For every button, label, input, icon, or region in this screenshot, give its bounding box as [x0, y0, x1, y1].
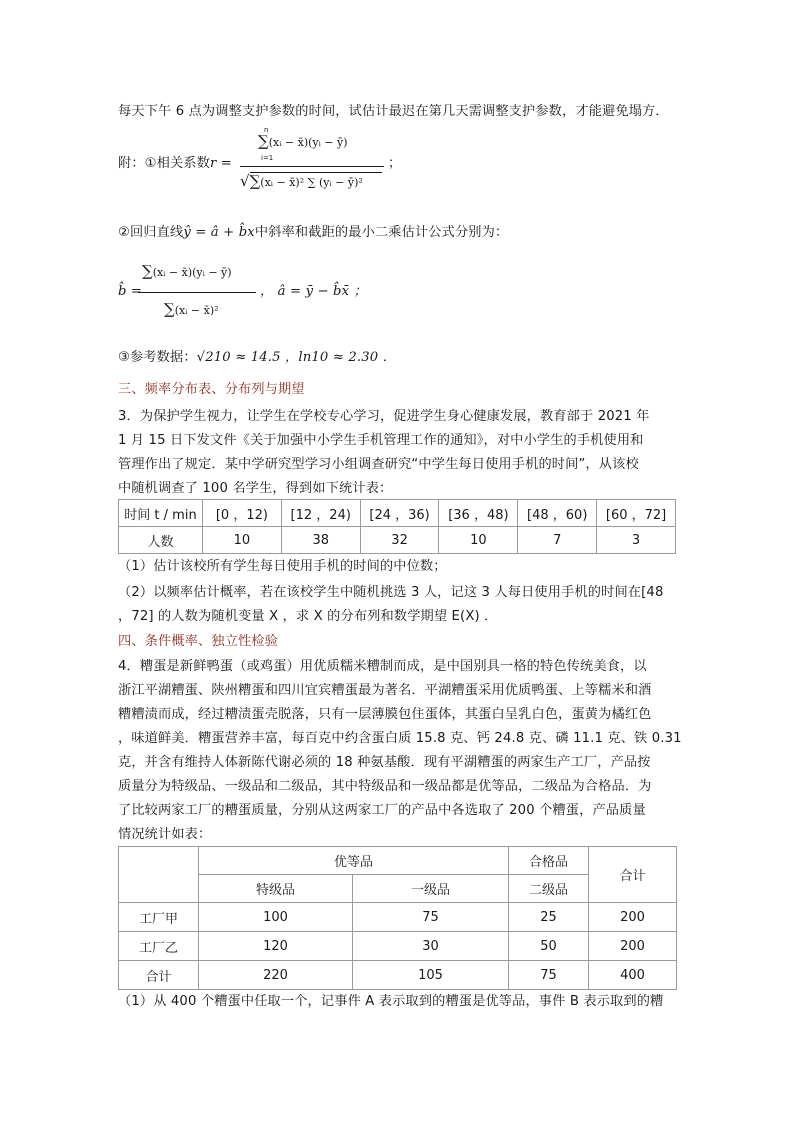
b-numerator-text: (xᵢ − x̄)(yᵢ − ȳ) — [152, 266, 232, 279]
a-formula: ， â = ȳ − b̂x̄ ； — [260, 284, 367, 299]
section4-heading: 四、条件概率、独立性检验 — [118, 634, 279, 649]
table-cell: 工厂甲 — [119, 903, 199, 932]
corr-semicolon: ； — [388, 156, 402, 171]
table-cell: 10 — [439, 527, 518, 554]
section4-line-3: 糟糟渍而成，经过糟渍蛋壳脱落，只有一层薄膜包住蛋体，其蛋白呈乳白色，蛋黄为橘红色 — [118, 707, 652, 722]
sum-lower: i=1 — [261, 154, 274, 162]
section4-line-2: 浙江平湖糟蛋、陕州糟蛋和四川宜宾糟蛋最为著名．平湖糟蛋采用优质鸭蛋、上等糯米和酒 — [118, 683, 652, 698]
table-row — [119, 500, 676, 527]
sum-upper: n — [264, 126, 269, 134]
table-cell: 7 — [518, 527, 597, 554]
section4-line-1: 4．糟蛋是新鲜鸭蛋（或鸡蛋）用优质糯米糟制而成，是中国别具一格的特色传统美食，以 — [118, 659, 647, 674]
table-row — [119, 903, 677, 932]
sqrt-bar — [250, 172, 382, 173]
table-header-special: 特级品 — [199, 875, 353, 903]
sqrt-symbol: √ — [240, 172, 250, 190]
item2-formula: ŷ = â + b̂x — [183, 225, 255, 240]
table-cell: 人数 — [119, 527, 203, 554]
section3-line-4: 中随机调查了 100 名学生，得到如下统计表： — [118, 481, 393, 496]
table-cell: 400 — [589, 961, 677, 990]
corr-numerator — [258, 132, 348, 150]
table-cell: [0 ，12) — [203, 500, 282, 527]
table-row — [119, 847, 677, 875]
item3-data: √210 ≈ 14.5 ，ln10 ≈ 2.30 ． — [196, 350, 396, 365]
table-cell: 75 — [509, 961, 589, 990]
table-cell: 工厂乙 — [119, 932, 199, 961]
table-header-first: 一级品 — [353, 875, 509, 903]
b-fraction-bar — [138, 292, 256, 293]
section4-line-6: 质量分为特级品、一级品和二级品，其中特级品和一级品都是优等品，二级品为合格品．为 — [118, 779, 652, 794]
table-cell: 75 — [353, 903, 509, 932]
intro-line: 每天下午 6 点为调整支护参数的时间，试估计最迟在第几天需调整支护参数，才能避免塌方． — [118, 104, 669, 119]
section3-heading: 三、频率分布表、分布列与期望 — [118, 382, 305, 397]
table-cell: 合计 — [119, 961, 199, 990]
table-cell: 32 — [360, 527, 439, 554]
section3-line-1: 3．为保护学生视力，让学生在学校专心学习，促进学生身心健康发展，教育部于 2021 年 — [118, 409, 650, 424]
item3-line — [118, 344, 678, 372]
item3-prefix: ③参考数据： — [118, 350, 197, 365]
section4-line-4: ，味道鲜美．糟蛋营养丰富，每百克中约含蛋白质 15.8 克、钙 24.8 克、磷 11.1 克、铁 0.31 — [118, 731, 682, 746]
table-cell: 25 — [509, 903, 589, 932]
section4-line-7: 了比较两家工厂的糟蛋质量，分别从这两家工厂的产品中各选取了 200 个糟蛋，产品质量 — [118, 803, 646, 818]
table-cell: 200 — [589, 903, 677, 932]
item2-suffix: 中斜率和截距的最小二乘估计公式分别为： — [254, 225, 509, 240]
corr-fraction-bar — [240, 166, 384, 167]
egg-quality-table — [118, 846, 677, 990]
table-cell: [60 ，72] — [597, 500, 676, 527]
sum-symbol-2: ∑ — [249, 172, 261, 190]
table-cell-empty — [119, 847, 199, 903]
section3-q2-line2: ，72] 的人数为随机变量 X ，求 X 的分布列和数学期望 E(X) ． — [118, 609, 498, 624]
table-cell: 时间 t / min — [119, 500, 203, 527]
table-cell: [48 ，60) — [518, 500, 597, 527]
table-cell: 120 — [199, 932, 353, 961]
table-cell: 30 — [353, 932, 509, 961]
section3-q2-line1: （2）以频率估计概率，若在该校学生中随机挑选 3 人，记这 3 人每日使用手机的时间在[48 — [118, 585, 664, 600]
r-symbol: r = — [210, 156, 232, 171]
table-cell: 10 — [203, 527, 282, 554]
table-row — [119, 527, 676, 554]
b-numerator — [142, 262, 232, 280]
section3-line-3: 管理作出了规定．某中学研究型学习小组调查研究“中学生每日使用手机的时间”，从该校 — [118, 457, 639, 472]
table-header-qualified: 合格品 — [509, 847, 589, 875]
section3-q1: （1）估计该校所有学生每日使用手机的时间的中位数； — [118, 559, 447, 574]
table-cell: 3 — [597, 527, 676, 554]
corr-denominator-text: (xᵢ − x̄)² ∑ (yᵢ − ȳ)² — [260, 176, 363, 189]
item2-prefix: ②回归直线 — [118, 225, 184, 240]
corr-denominator — [240, 172, 363, 190]
table-cell: [24 ，36) — [360, 500, 439, 527]
table-header-second: 二级品 — [509, 875, 589, 903]
sum-symbol-3: ∑ — [142, 262, 153, 280]
table-header-total: 合计 — [589, 847, 677, 903]
sum-symbol: ∑ — [258, 132, 269, 150]
table-header-excellent: 优等品 — [199, 847, 509, 875]
appendix-label: 附：①相关系数 — [118, 156, 210, 171]
table-cell: [12 ，24) — [281, 500, 360, 527]
section4-line-8: 情况统计如表： — [118, 827, 212, 842]
table-cell: 220 — [199, 961, 353, 990]
section4-q1: （1）从 400 个糟蛋中任取一个，记事件 A 表示取到的糟蛋是优等品，事件 B 表示取到的糟 — [118, 994, 664, 1009]
item2-line — [118, 219, 678, 247]
table-row — [119, 961, 677, 990]
table-row — [119, 932, 677, 961]
table-cell: 200 — [589, 932, 677, 961]
table-cell: 38 — [281, 527, 360, 554]
corr-numerator-text: (xᵢ − x̄)(yᵢ − ȳ) — [268, 136, 348, 149]
section3-line-2: 1 月 15 日下发文件《关于加强中小学生手机管理工作的通知》，对中小学生的手机使用和 — [118, 433, 644, 448]
table-cell: 50 — [509, 932, 589, 961]
b-denominator-text: (xᵢ − x̄)² — [174, 304, 219, 317]
section4-line-5: 克，并含有维持人体新陈代谢必须的 18 种氨基酸．现有平湖糟蛋的两家生产工厂，产品按 — [118, 755, 651, 770]
appendix-label-line — [118, 150, 248, 178]
table-cell: [36 ，48) — [439, 500, 518, 527]
b-denominator — [164, 300, 219, 318]
usage-time-table — [118, 499, 676, 554]
sum-symbol-4: ∑ — [164, 300, 175, 318]
table-cell: 105 — [353, 961, 509, 990]
table-cell: 100 — [199, 903, 353, 932]
b-hat-symbol: b̂ = — [118, 284, 143, 299]
